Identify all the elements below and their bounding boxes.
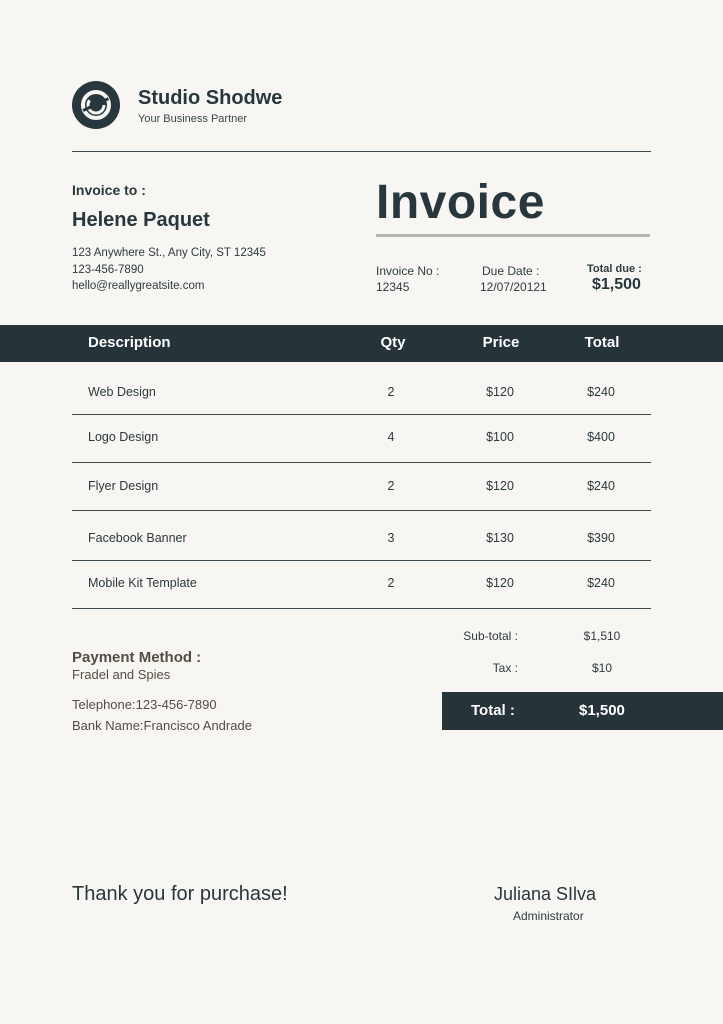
invoice-title: Invoice bbox=[376, 176, 545, 229]
row-qty: 2 bbox=[387, 385, 395, 399]
row-divider bbox=[72, 608, 651, 609]
row-total: $400 bbox=[587, 430, 615, 444]
table-row bbox=[0, 425, 723, 449]
grand-total-label: Total : bbox=[471, 702, 515, 719]
studio-logo-icon bbox=[72, 81, 120, 129]
brand-name: Studio Shodwe bbox=[138, 87, 283, 109]
column-qty: Qty bbox=[380, 334, 406, 351]
invoice-number-label: Invoice No : bbox=[376, 264, 440, 278]
tax-value: $10 bbox=[591, 661, 613, 675]
row-qty: 3 bbox=[387, 531, 395, 545]
row-total: $240 bbox=[587, 479, 615, 493]
total-due-label: Total due : bbox=[587, 263, 642, 275]
due-date-label: Due Date : bbox=[482, 264, 540, 278]
row-price: $130 bbox=[486, 531, 514, 545]
row-total: $240 bbox=[587, 576, 615, 590]
brand-tagline: Your Business Partner bbox=[138, 113, 248, 125]
column-total: Total bbox=[584, 334, 620, 351]
row-price: $120 bbox=[486, 576, 514, 590]
signer-name: Juliana SIlva bbox=[494, 884, 597, 904]
row-divider bbox=[72, 510, 651, 511]
row-total: $240 bbox=[587, 385, 615, 399]
row-description: Web Design bbox=[88, 385, 156, 399]
row-divider bbox=[72, 560, 651, 561]
client-address: 123 Anywhere St., Any City, ST 12345 bbox=[72, 247, 266, 259]
subtotal-value: $1,510 bbox=[583, 629, 621, 643]
client-phone: 123-456-7890 bbox=[72, 264, 144, 276]
table-row bbox=[0, 380, 723, 404]
row-qty: 4 bbox=[387, 430, 395, 444]
due-date: 12/07/20121 bbox=[480, 280, 547, 294]
table-row bbox=[0, 571, 723, 595]
row-total: $390 bbox=[587, 531, 615, 545]
invoice-title-underline bbox=[376, 234, 650, 237]
row-description: Flyer Design bbox=[88, 479, 159, 493]
subtotal-label: Sub-total : bbox=[463, 629, 518, 643]
invoice-number: 12345 bbox=[376, 280, 410, 294]
row-price: $120 bbox=[486, 479, 514, 493]
row-price: $120 bbox=[486, 385, 514, 399]
header-divider bbox=[72, 151, 651, 152]
thank-you-note: Thank you for purchase! bbox=[72, 883, 288, 905]
tax-label: Tax : bbox=[492, 661, 518, 675]
row-qty: 2 bbox=[387, 576, 395, 590]
signer-role: Administrator bbox=[513, 909, 584, 923]
row-price: $100 bbox=[486, 430, 514, 444]
invoice-to-label: Invoice to : bbox=[72, 182, 146, 198]
table-row bbox=[0, 526, 723, 550]
column-price: Price bbox=[482, 334, 520, 351]
row-description: Mobile Kit Template bbox=[88, 576, 197, 590]
table-header bbox=[0, 325, 723, 362]
payment-bank: Bank Name:Francisco Andrade bbox=[72, 718, 252, 733]
grand-total-bar bbox=[442, 692, 723, 730]
client-name: Helene Paquet bbox=[72, 209, 210, 231]
payment-method-heading: Payment Method : bbox=[72, 649, 202, 666]
table-row bbox=[0, 474, 723, 498]
grand-total-value: $1,500 bbox=[579, 702, 625, 719]
payment-telephone: Telephone:123-456-7890 bbox=[72, 697, 217, 712]
row-divider bbox=[72, 414, 651, 415]
row-divider bbox=[72, 462, 651, 463]
column-description: Description bbox=[88, 334, 171, 351]
row-qty: 2 bbox=[387, 479, 395, 493]
payment-name: Fradel and Spies bbox=[72, 667, 171, 682]
client-email: hello@reallygreatsite.com bbox=[72, 280, 205, 292]
total-due-value: $1,500 bbox=[592, 276, 641, 293]
row-description: Logo Design bbox=[88, 430, 159, 444]
row-description: Facebook Banner bbox=[88, 531, 187, 545]
